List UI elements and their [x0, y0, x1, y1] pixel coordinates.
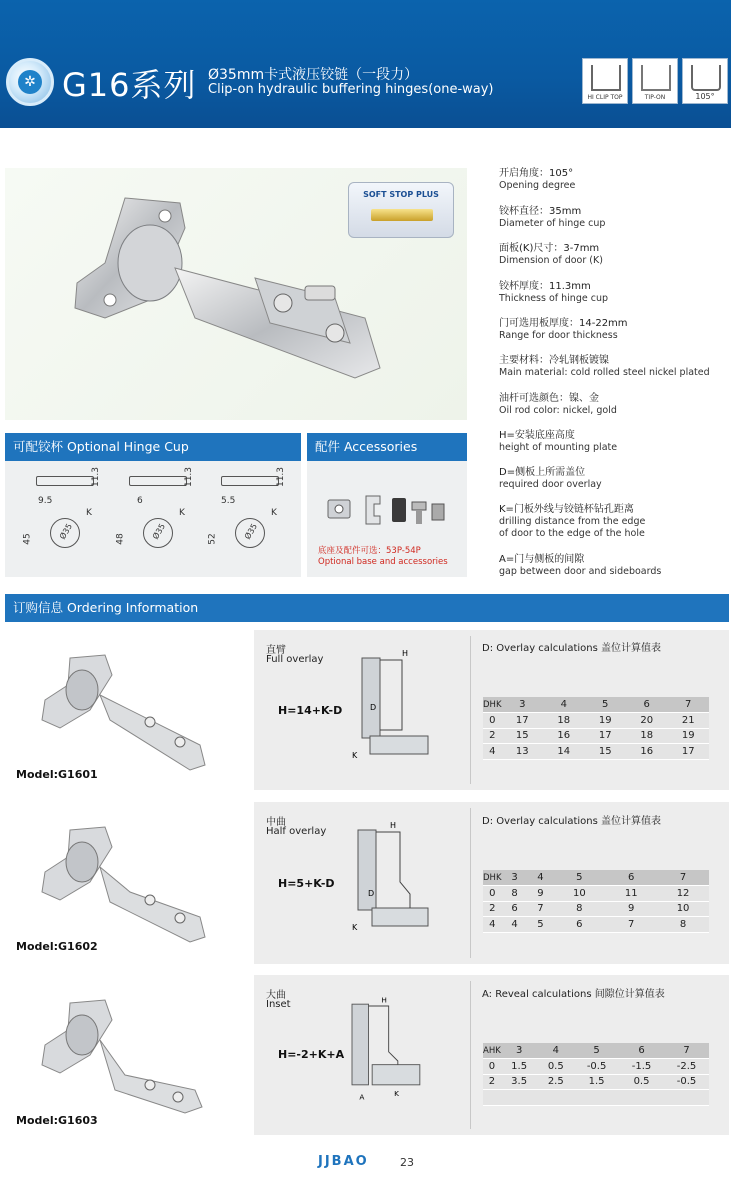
spec-d-definition: D=侧板上所需盖位 required door overlay	[499, 467, 602, 490]
svg-text:D: D	[368, 889, 375, 898]
reveal-table-g1603: AHK 3 4 5 6 7 0 1.5 0.5 -0.5 -1.5 -2.5 2 3.5 2.5 1.5 0.5 -0.5	[483, 1043, 709, 1106]
calc-title-g1603: A: Reveal calculations 间隙位计算值表	[482, 989, 665, 1000]
model-label-g1602: Model:G1602	[16, 940, 98, 953]
svg-text:A: A	[359, 1092, 365, 1102]
opening-angle-badge: 105°	[682, 58, 728, 104]
spec-h-definition: H=安装底座高度 height of mounting plate	[499, 430, 618, 453]
ordering-section-title: 订购信息 Ordering Information	[5, 594, 729, 622]
install-diagram-g1603	[345, 995, 425, 1105]
page-number: 23	[400, 1156, 414, 1169]
formula-g1603: H=-2+K+A	[278, 1048, 345, 1061]
overlay-table-g1602: DHK 3 4 5 6 7 0 8 9 10 11 12 2 6 7 8 9 10 4 4 5 6 7 8	[483, 870, 709, 933]
accessories-section-title: 配件 Accessories	[307, 433, 467, 461]
formula-g1602: H=5+K-D	[278, 877, 335, 890]
accessories-illustration	[322, 490, 452, 530]
order-panel-divider-2	[470, 808, 471, 958]
clip-top-badge: HI CLIP TOP	[582, 58, 628, 104]
svg-text:K: K	[394, 1088, 399, 1098]
model-label-g1601: Model:G1601	[16, 768, 98, 781]
type-en-g1603: Inset	[266, 999, 291, 1010]
svg-text:D: D	[370, 703, 377, 712]
spec-k-definition: K=门板外线与铰链杯钻孔距离 drilling distance from the edge of door to the edge of the hole	[499, 504, 646, 539]
spec-door-thickness: 门可选用板厚度：14-22mm Range for door thickness	[499, 318, 628, 341]
hinge-cup-diagram-1: 11.3 9.5 45 Ø35 K	[24, 470, 104, 570]
soft-stop-plus-badge: SOFT STOP PLUS	[348, 182, 454, 238]
type-cn-g1601: 直臂	[266, 645, 286, 656]
svg-text:K: K	[352, 751, 358, 760]
type-cn-g1602: 中曲	[266, 817, 286, 828]
series-title: G16系列	[62, 66, 197, 104]
spec-cup-diameter: 铰杯直径：35mm Diameter of hinge cup	[499, 206, 606, 229]
accessories-note: 底座及配件可选：53P-54P Optional base and accessories	[318, 546, 448, 567]
type-en-g1601: Full overlay	[266, 654, 324, 665]
install-diagram-g1601	[350, 650, 430, 760]
brand-logo-icon: ✲	[6, 58, 54, 106]
svg-text:K: K	[352, 923, 358, 932]
footer-brand-logo: JJBAO	[318, 1154, 369, 1169]
svg-text:H: H	[390, 822, 397, 830]
type-en-g1602: Half overlay	[266, 826, 327, 837]
formula-g1601: H=14+K-D	[278, 704, 343, 717]
spec-material: 主要材料：冷轧钢板镀镍 Main material: cold rolled steel nickel plated	[499, 355, 710, 378]
overlay-table-g1601: DHK 3 4 5 6 7 0 17 18 19 20 21 2 15 16 17 18 19 4 13 14 15 16 17	[483, 697, 709, 760]
install-diagram-g1602	[350, 822, 430, 932]
calc-title-g1601: D: Overlay calculations 盖位计算值表	[482, 643, 661, 654]
order-panel-divider-3	[470, 981, 471, 1129]
spec-oil-rod-color: 油杆可选颜色：镍、金 Oil rod color: nickel, gold	[499, 393, 617, 416]
model-label-g1603: Model:G1603	[16, 1114, 98, 1127]
page-header	[0, 0, 731, 128]
calc-title-g1602: D: Overlay calculations 盖位计算值表	[482, 816, 661, 827]
type-cn-g1603: 大曲	[266, 990, 286, 1001]
order-panel-divider-1	[470, 636, 471, 784]
tip-on-badge: TIP-ON	[632, 58, 678, 104]
svg-text:H: H	[402, 650, 409, 658]
hinge-cup-diagram-2: 11.3 6 48 Ø35 K	[117, 470, 197, 570]
spec-a-definition: A=门与侧板的间隙 gap between door and sideboards	[499, 554, 662, 577]
series-subtitle-cn: Ø35mm卡式液压铰链（一段力）	[208, 67, 419, 83]
spec-opening-degree: 开启角度：105° Opening degree	[499, 168, 576, 191]
series-subtitle-en: Clip-on hydraulic buffering hinges(one-way)	[208, 82, 494, 97]
spec-door-dimension: 面板(K)尺寸：3-7mm Dimension of door (K)	[499, 243, 603, 266]
svg-text:H: H	[381, 995, 387, 1005]
hinge-cup-diagram-3: 11.3 5.5 52 Ø35 K	[209, 470, 289, 570]
spec-cup-thickness: 铰杯厚度：11.3mm Thickness of hinge cup	[499, 281, 608, 304]
hinge-cup-section-title: 可配铰杯 Optional Hinge Cup	[5, 433, 301, 461]
